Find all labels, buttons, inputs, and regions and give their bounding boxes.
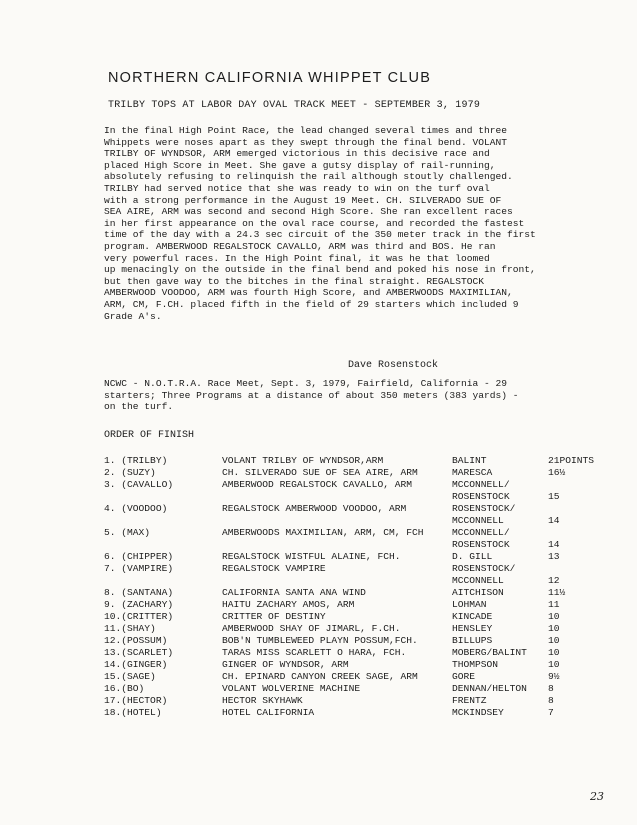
result-dog-name: HAITU ZACHARY AMOS, ARM: [222, 599, 355, 610]
result-owner: MCKINDSEY: [452, 707, 504, 718]
result-owner: KINCADE: [452, 611, 493, 622]
club-title: NORTHERN CALIFORNIA WHIPPET CLUB: [108, 70, 432, 86]
author-name: Dave Rosenstock: [348, 360, 439, 371]
meet-info-line: on the turf.: [104, 401, 174, 413]
result-owner: ROSENSTOCK/: [452, 563, 516, 574]
result-points: 12: [548, 575, 560, 586]
result-dog-name: AMBERWOODS MAXIMILIAN, ARM, CM, FCH: [222, 527, 424, 538]
result-points: 14: [548, 539, 560, 550]
article-subtitle: TRILBY TOPS AT LABOR DAY OVAL TRACK MEET - SEPTEMBER 3, 1979: [108, 100, 481, 111]
result-dog-name: REGALSTOCK VAMPIRE: [222, 563, 326, 574]
order-of-finish-heading: ORDER OF FINISH: [104, 430, 195, 441]
article-line: in her first appearance on the oval race course, and recorded the fastest: [104, 217, 525, 229]
result-place: 1. (TRILBY): [104, 455, 168, 466]
article-line: but then gave way to the bitches in the final straight. REGALSTOCK: [104, 275, 484, 287]
result-dog-name: VOLANT WOLVERINE MACHINE: [222, 683, 361, 694]
result-dog-name: REGALSTOCK WISTFUL ALAINE, FCH.: [222, 551, 401, 562]
page-number: 23: [590, 790, 604, 803]
result-place: 8. (SANTANA): [104, 587, 174, 598]
result-place: 11.(SHAY): [104, 623, 156, 634]
result-points: 11½: [548, 587, 566, 598]
result-dog-name: GINGER OF WYNDSOR, ARM: [222, 659, 349, 670]
article-line: very powerful races. In the High Point final, it was he that loomed: [104, 252, 490, 264]
result-owner: MCCONNELL/: [452, 479, 510, 490]
result-points: 16½: [548, 467, 566, 478]
result-points: 10: [548, 635, 560, 646]
result-dog-name: BOB'N TUMBLEWEED PLAYN POSSUM,FCH.: [222, 635, 418, 646]
result-dog-name: CH. SILVERADO SUE OF SEA AIRE, ARM: [222, 467, 418, 478]
result-points: 10: [548, 611, 560, 622]
result-owner: MCCONNELL: [452, 515, 504, 526]
result-owner: LOHMAN: [452, 599, 487, 610]
result-dog-name: REGALSTOCK AMBERWOOD VOODOO, ARM: [222, 503, 407, 514]
result-dog-name: CH. EPINARD CANYON CREEK SAGE, ARM: [222, 671, 418, 682]
result-owner: AITCHISON: [452, 587, 504, 598]
article-line: Grade A's.: [104, 310, 162, 322]
result-points: 9½: [548, 671, 560, 682]
result-points: 7: [548, 707, 554, 718]
result-place: 5. (MAX): [104, 527, 151, 538]
result-owner: GORE: [452, 671, 476, 682]
article-line: TRILBY had served notice that she was ready to win on the turf oval: [104, 182, 490, 194]
result-points: 14: [548, 515, 560, 526]
meet-info-line: starters; Three Programs at a distance of about 350 meters (383 yards) -: [104, 389, 519, 401]
result-owner: MCCONNELL/: [452, 527, 510, 538]
result-place: 3. (CAVALLO): [104, 479, 174, 490]
result-owner: ROSENSTOCK/: [452, 503, 516, 514]
result-owner: THOMPSON: [452, 659, 499, 670]
result-dog-name: TARAS MISS SCARLETT O HARA, FCH.: [222, 647, 407, 658]
result-place: 17.(HECTOR): [104, 695, 168, 706]
result-place: 15.(SAGE): [104, 671, 156, 682]
result-place: 7. (VAMPIRE): [104, 563, 174, 574]
result-place: 18.(HOTEL): [104, 707, 162, 718]
result-owner: DENNAN/HELTON: [452, 683, 527, 694]
result-place: 4. (VOODOO): [104, 503, 168, 514]
article-line: In the final High Point Race, the lead changed several times and three: [104, 125, 508, 136]
result-place: 2. (SUZY): [104, 467, 156, 478]
result-points: 13: [548, 551, 560, 562]
result-dog-name: HOTEL CALIFORNIA: [222, 707, 315, 718]
result-points: 10: [548, 647, 560, 658]
article-line: Whippets were noses apart as they swept through the final bend. VOLANT: [104, 136, 508, 148]
result-dog-name: CALIFORNIA SANTA ANA WIND: [222, 587, 366, 598]
result-points: 21POINTS: [548, 455, 595, 466]
result-place: 13.(SCARLET): [104, 647, 174, 658]
result-owner: ROSENSTOCK: [452, 539, 510, 550]
result-points: 15: [548, 491, 560, 502]
article-line: SEA AIRE, ARM was second and second High Score. She ran excellent races: [104, 206, 513, 218]
meet-info-line: NCWC - N.O.T.R.A. Race Meet, Sept. 3, 1979, Fairfield, California - 29: [104, 378, 508, 389]
result-points: 10: [548, 659, 560, 670]
result-dog-name: AMBERWOOD REGALSTOCK CAVALLO, ARM: [222, 479, 412, 490]
result-place: 12.(POSSUM): [104, 635, 168, 646]
result-dog-name: HECTOR SKYHAWK: [222, 695, 303, 706]
result-owner: HENSLEY: [452, 623, 493, 634]
result-dog-name: CRITTER OF DESTINY: [222, 611, 326, 622]
article-line: ARM, CM, F.CH. placed fifth in the field of 29 starters which included 9: [104, 298, 519, 310]
result-points: 11: [548, 599, 560, 610]
result-owner: BILLUPS: [452, 635, 493, 646]
result-owner: ROSENSTOCK: [452, 491, 510, 502]
article-line: time of the day with a 24.3 sec circuit of the 350 meter track in the first: [104, 229, 536, 241]
result-owner: D. GILL: [452, 551, 493, 562]
result-points: 8: [548, 695, 554, 706]
result-dog-name: VOLANT TRILBY OF WYNDSOR,ARM: [222, 455, 384, 466]
article-line: up menacingly on the outside in the final bend and poked his nose in front,: [104, 264, 536, 276]
result-place: 6. (CHIPPER): [104, 551, 174, 562]
result-owner: BALINT: [452, 455, 487, 466]
article-line: absolutely refusing to relinquish the rail although stoutly challenged.: [104, 171, 513, 183]
result-place: 16.(BO): [104, 683, 145, 694]
article-line: TRILBY OF WYNDSOR, ARM emerged victorious in this decisive race and: [104, 148, 490, 160]
result-dog-name: AMBERWOOD SHAY OF JIMARL, F.CH.: [222, 623, 401, 634]
result-place: 14.(GINGER): [104, 659, 168, 670]
result-place: 10.(CRITTER): [104, 611, 174, 622]
result-points: 10: [548, 623, 560, 634]
result-owner: MOBERG/BALINT: [452, 647, 527, 658]
article-line: program. AMBERWOOD REGALSTOCK CAVALLO, ARM was third and BOS. He ran: [104, 240, 496, 252]
article-line: AMBERWOOD VOODOO, ARM was fourth High Score, and AMBERWOODS MAXIMILIAN,: [104, 287, 513, 299]
result-owner: FRENTZ: [452, 695, 487, 706]
result-owner: MCCONNELL: [452, 575, 504, 586]
result-owner: MARESCA: [452, 467, 493, 478]
result-points: 8: [548, 683, 554, 694]
article-line: placed High Score in Meet. She gave a gutsy display of rail-running,: [104, 159, 496, 171]
article-line: with a strong performance in the August 19 Meet. CH. SILVERADO SUE OF: [104, 194, 502, 206]
result-place: 9. (ZACHARY): [104, 599, 174, 610]
